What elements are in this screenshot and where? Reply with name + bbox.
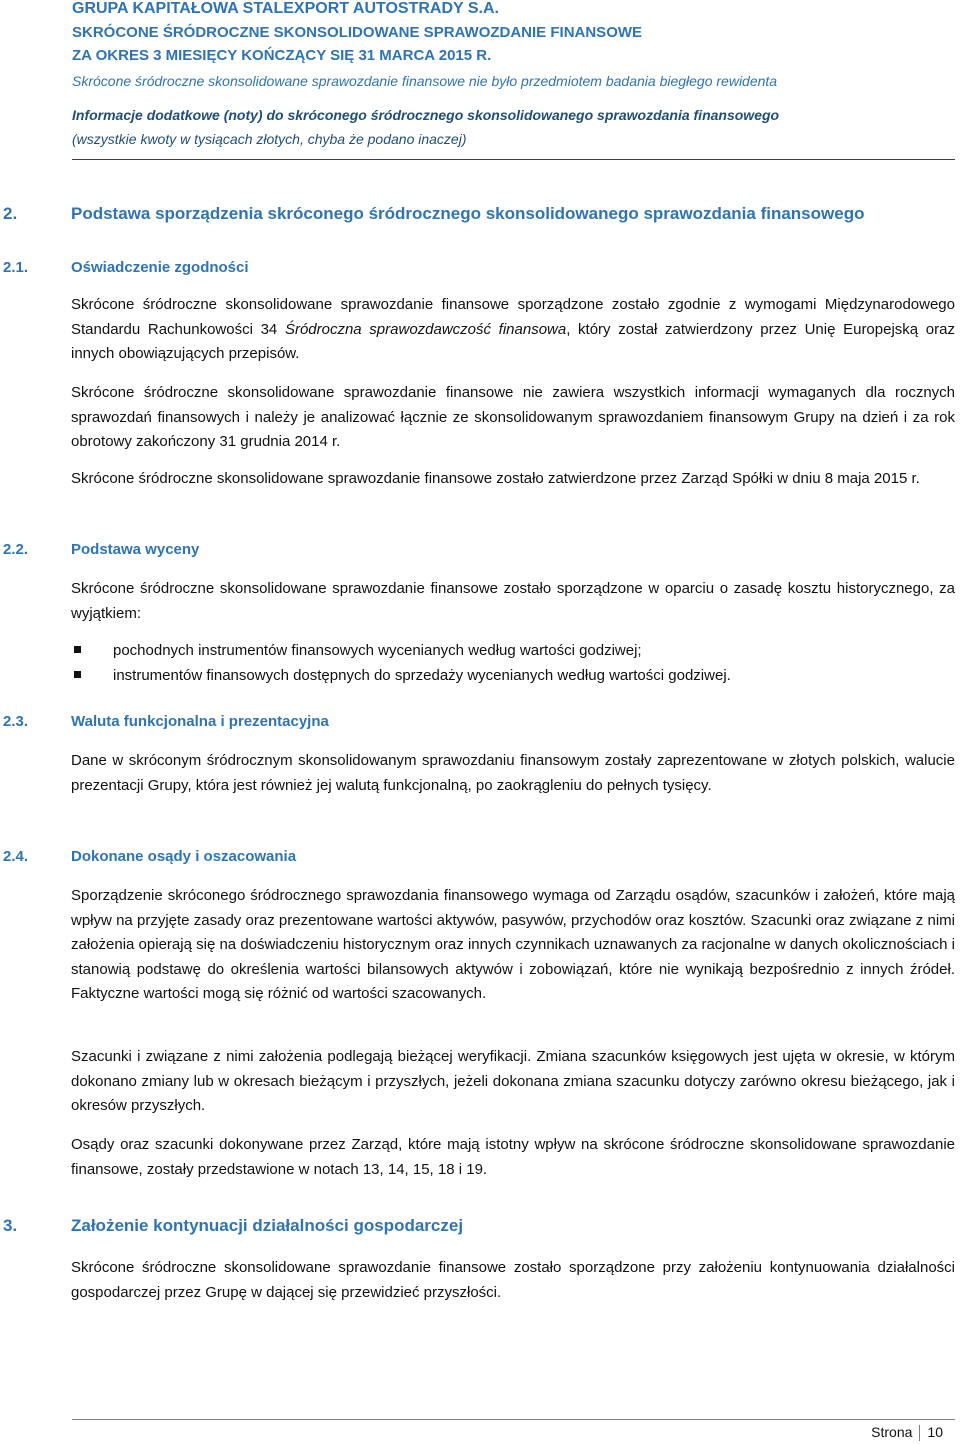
- section-number: 3.: [3, 1216, 18, 1235]
- paragraph-text: Skrócone śródroczne skonsolidowane sprawozdanie finansowe sporządzone zostało zgodnie z wymogami Międzynarodowego Standardu Rachunkowości 34: [71, 296, 955, 338]
- audit-note: Skrócone śródroczne skonsolidowane sprawozdanie finansowe nie było przedmiotem badania biegłego rewidenta: [72, 73, 778, 89]
- section-title: Założenie kontynuacji działalności gospodarczej: [71, 1216, 464, 1235]
- amounts-note: (wszystkie kwoty w tysiącach złotych, chyba że podano inaczej): [72, 131, 467, 147]
- paragraph-scope: Skrócone śródroczne skonsolidowane sprawozdanie finansowe nie zawiera wszystkich informacji wymaganych dla rocznych sprawozdań finansowych i należy je analizować łącznie ze skonsolidowanym sprawozdaniem finansowym Grupy na dzień i za rok obrotowy zakończony 31 grudnia 2014 r.: [71, 384, 955, 450]
- section-number: 2.: [3, 204, 18, 223]
- page-number: 10: [927, 1424, 943, 1440]
- paragraph-approval: Skrócone śródroczne skonsolidowane sprawozdanie finansowe zostało zatwierdzone przez Zarząd Spółki w dniu 8 maja 2015 r.: [71, 470, 920, 487]
- list-item-text: pochodnych instrumentów finansowych wycenianych według wartości godziwej;: [113, 642, 642, 659]
- subsection-number: 2.2.: [3, 541, 29, 558]
- subsection-title: Dokonane osądy i oszacowania: [71, 848, 297, 865]
- valuation-exceptions-list: [71, 638, 955, 688]
- report-period: ZA OKRES 3 MIESIĘCY KOŃCZĄCY SIĘ 31 MARCA 2015 R.: [72, 47, 492, 64]
- subsection-title: Oświadczenie zgodności: [71, 259, 249, 276]
- paragraph-judgements: Osądy oraz szacunki dokonywane przez Zarząd, które mają istotny wpływ na skrócone śródroczne skonsolidowane sprawozdanie finansowe, zostały przedstawione w notach 13, 14, 15, 18 i 19.: [71, 1136, 955, 1178]
- report-title: SKRÓCONE ŚRÓDROCZNE SKONSOLIDOWANE SPRAWOZDANIE FINANSOWE: [72, 24, 643, 41]
- subsection-number: 2.3.: [3, 713, 29, 730]
- paragraph-estimates-review: Szacunki i związane z nimi założenia podlegają bieżącej weryfikacji. Zmiana szacunków księgowych jest ujęta w okresie, w którym dokonano zmiany lub w okresach bieżącym i przyszłych, jeżeli dokonana zmiana szacunku dotyczy zarówno okresu bieżącego, jak i okresów przyszłych.: [71, 1048, 955, 1114]
- header-divider: [72, 159, 955, 160]
- page-footer: [871, 1424, 943, 1441]
- notes-heading: Informacje dodatkowe (noty) do skróconego śródrocznego skonsolidowanego sprawozdania finansowego: [72, 107, 780, 123]
- subsection-2-1-heading: [0, 259, 960, 281]
- section-3-heading: [0, 1216, 960, 1240]
- paragraph-currency: Dane w skróconym śródrocznym skonsolidowanym sprawozdaniu finansowym zostały zaprezentowane w złotych polskich, walucie prezentacji Grupy, która jest również jej walutą funkcjonalną, po zaokrągleniu do pełnych tysięcy.: [71, 752, 955, 794]
- paragraph-compliance: [71, 293, 955, 367]
- subsection-number: 2.1.: [3, 259, 29, 276]
- paragraph-valuation: Skrócone śródroczne skonsolidowane sprawozdanie finansowe zostało sporządzone w oparciu o zasadę kosztu historycznego, za wyjątkiem:: [71, 580, 955, 622]
- paragraph-estimates: Sporządzenie skróconego śródrocznego sprawozdania finansowego wymaga od Zarządu osądów, szacunków i założeń, które mają wpływ na przyjęte zasady oraz prezentowane wartości aktywów, pasywów, przychodów oraz kosztów. Szacunki oraz związane z nimi założenia opierają się na doświadczeniu historycznym oraz innych czynnikach uznawanych za racjonalne w danych okolicznościach i stanowią podstawę do określenia wartości bilansowych aktywów i zobowiązań, które nie wynikają bezpośrednio z innych źródeł. Faktyczne wartości mogą się różnić od wartości szacowanych.: [71, 887, 955, 1002]
- paragraph-going-concern: Skrócone śródroczne skonsolidowane sprawozdanie finansowe zostało sporządzone przy założeniu kontynuowania działalności gospodarczej przez Grupę w dającej się przewidzieć przyszłości.: [71, 1259, 955, 1301]
- square-bullet-icon: [74, 671, 81, 678]
- paragraph-text: , który został zatwierdzony przez Unię Europejską oraz innych obowiązujących przepisów.: [71, 320, 955, 362]
- standard-name: Śródroczna sprawozdawczość finansowa: [284, 320, 567, 338]
- section-2-heading: [0, 204, 960, 228]
- list-item: [71, 663, 955, 688]
- section-title: Podstawa sporządzenia skróconego śródrocznego skonsolidowanego sprawozdania finansowego: [71, 204, 865, 223]
- subsection-2-3-heading: [0, 713, 960, 735]
- subsection-2-2-heading: [0, 541, 960, 563]
- list-item: [71, 638, 955, 663]
- page-label: Strona: [871, 1424, 913, 1440]
- footer-separator: [919, 1425, 920, 1441]
- subsection-title: Waluta funkcjonalna i prezentacyjna: [71, 713, 329, 730]
- square-bullet-icon: [74, 646, 81, 653]
- company-name: GRUPA KAPITAŁOWA STALEXPORT AUTOSTRADY S.A.: [72, 0, 499, 17]
- subsection-title: Podstawa wyceny: [71, 541, 200, 558]
- footer-divider: [72, 1419, 955, 1420]
- subsection-2-4-heading: [0, 848, 960, 870]
- list-item-text: instrumentów finansowych dostępnych do sprzedaży wycenianych według wartości godziwej.: [113, 667, 731, 684]
- subsection-number: 2.4.: [3, 848, 29, 865]
